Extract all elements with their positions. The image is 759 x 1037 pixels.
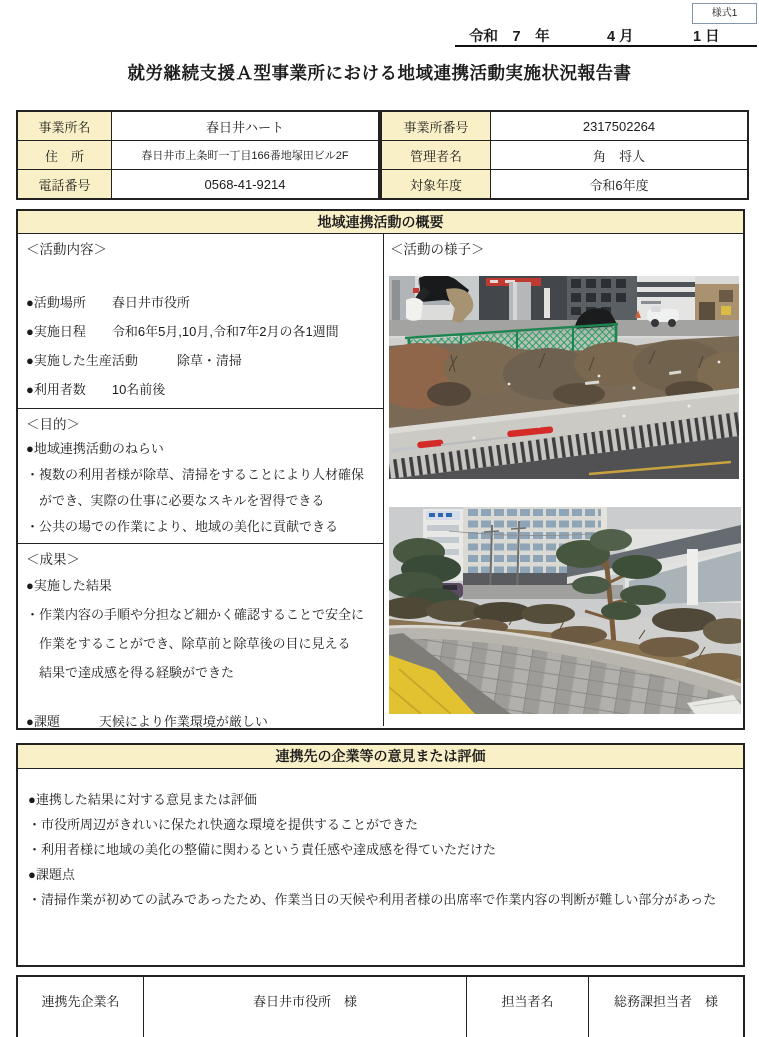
- table-row: [382, 169, 747, 198]
- office-name-value: 春日井ハート: [205, 119, 284, 135]
- activity-line: ●実施した生産活動 除草・清掃: [26, 353, 242, 368]
- results-line: ●実施した結果: [26, 578, 112, 593]
- target-year-label: 対象年度: [382, 170, 491, 198]
- purpose-line: ・公共の場での作業により、地域の美化に貢献できる: [26, 519, 339, 534]
- office-name-label: 事業所名: [18, 112, 112, 140]
- overview-section: [16, 209, 745, 730]
- results-box: [18, 544, 383, 734]
- results-heading: ＜成果＞: [26, 552, 80, 567]
- results-lines: [26, 571, 375, 687]
- activity-photo-before: [389, 276, 739, 479]
- manager-label: 管理者名: [382, 141, 491, 169]
- date-era-year: 令和 7 年: [469, 29, 550, 45]
- overview-section-header: 地域連携活動の概要: [18, 211, 743, 234]
- office-info-table-right: [380, 110, 749, 200]
- photo-sidewalk-scene: [389, 507, 741, 714]
- purpose-line: ●地域連携活動のねらい: [26, 441, 164, 456]
- date-month: 4 月: [607, 29, 634, 45]
- evaluation-line: ●課題点: [28, 867, 75, 882]
- office-number-label: 事業所番号: [382, 112, 491, 140]
- evaluation-line: ・利用者様に地域の美化の整備に関わるという責任感や達成感を得ていただけた: [28, 842, 497, 857]
- purpose-line: ができ、実際の仕事に必要なスキルを習得できる: [26, 493, 325, 508]
- table-row: [382, 112, 747, 140]
- partner-table: [16, 975, 745, 1037]
- contact-person-value: 総務課担当者 様: [613, 994, 718, 1009]
- partner-company-label: 連携先企業名: [18, 977, 144, 1037]
- office-number-value: 2317502264: [582, 118, 656, 134]
- page-title: 就労継続支援Ａ型事業所における地域連携活動実施状況報告書: [127, 63, 632, 83]
- phone-label: 電話番号: [18, 170, 112, 198]
- results-line: 結果で達成感を得る経験ができた: [26, 665, 235, 680]
- table-row: [18, 169, 378, 198]
- results-line: 作業をすることができ、除草前と除草後の目に見える: [26, 636, 351, 651]
- manager-value: 角 将人: [592, 148, 645, 164]
- evaluation-section-header: 連携先の企業等の意見または評価: [18, 745, 743, 769]
- activity-lines: [26, 288, 375, 404]
- activity-line: ●実施日程 令和6年5月,10月,令和7年2月の各1週間: [26, 324, 339, 339]
- table-row: [382, 140, 747, 169]
- activity-box: [18, 234, 383, 409]
- overview-right-column: [384, 234, 743, 726]
- purpose-line: ・複数の利用者様が除草、清掃をすることにより人材確保: [26, 467, 365, 482]
- photos-heading: ＜活動の様子＞: [390, 242, 485, 257]
- photo-weeding-scene: [389, 276, 739, 479]
- evaluation-line: ・市役所周辺がきれいに保たれ快適な環境を提供することができた: [28, 817, 419, 832]
- evaluation-lines: [18, 769, 743, 912]
- activity-line: ●活動場所 春日井市役所: [26, 295, 190, 310]
- office-info-table-left: [16, 110, 380, 200]
- evaluation-line: ●連携した結果に対する意見または評価: [28, 792, 257, 807]
- purpose-heading: ＜目的＞: [26, 417, 80, 432]
- activity-line: ●利用者数 10名前後: [26, 382, 166, 397]
- target-year-value: 令和6年度: [589, 177, 649, 193]
- evaluation-section: [16, 743, 745, 967]
- phone-value: 0568-41-9214: [204, 176, 286, 192]
- overview-left-column: [18, 234, 384, 729]
- report-date: [455, 24, 757, 47]
- table-row: [18, 140, 378, 169]
- activity-heading: ＜活動内容＞: [26, 242, 107, 257]
- table-row: [18, 112, 378, 140]
- purpose-box: [18, 409, 383, 544]
- results-line: ・作業内容の手順や分担など細かく確認することで安全に: [26, 607, 365, 622]
- evaluation-line: ・清掃作業が初めての試みであったため、作業当日の天候や利用者様の出席率で作業内容の判断が難しい部分があった: [28, 892, 717, 907]
- address-label: 住 所: [18, 141, 112, 169]
- contact-person-label: 担当者名: [467, 977, 589, 1037]
- overview-section-body: [18, 234, 743, 729]
- activity-photo-after: [389, 507, 741, 714]
- address-value: 春日井市上条町一丁目166番地塚田ビル2F: [141, 150, 349, 162]
- date-day: 1 日: [693, 29, 720, 45]
- challenge-line: ●課題 天候により作業環境が厳しい: [26, 714, 268, 729]
- purpose-lines: [26, 436, 375, 540]
- form-number-box: 様式1: [692, 3, 757, 24]
- partner-company-value: 春日井市役所 様: [144, 977, 467, 1037]
